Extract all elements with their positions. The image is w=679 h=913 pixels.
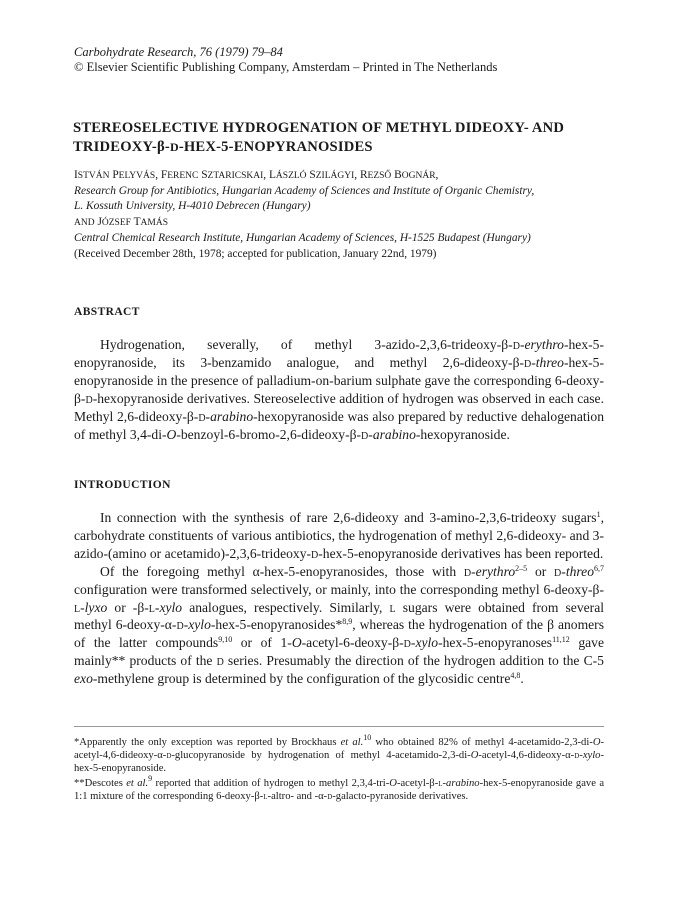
- received-dates: (Received December 28th, 1978; accepted for publication, January 22nd, 1979): [74, 248, 437, 260]
- introduction-heading: INTRODUCTION: [74, 479, 171, 491]
- journal-citation: Carbohydrate Research, 76 (1979) 79–84: [74, 45, 283, 59]
- affiliation-1-line-2: L. Kossuth University, H-4010 Debrecen (Hungary): [74, 200, 311, 212]
- abstract-body: Hydrogenation, severally, of methyl 3-azido-2,3,6-trideoxy-β-d-erythro-hex-5-enopyranoside, its 3-benzamido analogue, and methyl 2,6-dideoxy-β-d-threo-hex-5-enopyranoside in the presence of palladium-on-barium sulphate gave the corresponding 6-deoxy-β-d-hexopyranoside derivatives. Stereoselective addition of hydrogen was observed in each case. Methyl 2,6-dideoxy-β-d-arabino-hexopyranoside was also prepared by reductive dehalogenation of methyl 3,4-di-O-benzoyl-6-bromo-2,6-dideoxy-β-d-arabino-hexopyranoside.: [74, 337, 605, 442]
- footnote-1: *Apparently the only exception was reported by Brockhaus et al.$^{10}$ who obtained 82% of methyl 4-acetamido-2,3-di-O-acetyl-4,6-dideoxy-α-d-glucopyranoside by hydrogenation of methyl 4-acetamido-2,3-di-O-acetyl-4,6-dideoxy-α-d-xylo-hex-5-enopyranoside.: [74, 733, 604, 774]
- footnote-rule: [74, 726, 604, 727]
- footnote-2: **Descotes et al.$^9$ reported that addition of hydrogen to methyl 2,3,4-tri-O-acetyl-β-l-arabino-hex-5-enopyranoside gave a 1:1 mixture of the corresponding 6-deoxy-β-l-altro- and -α-d-galacto-pyranoside derivatives.: [74, 774, 605, 802]
- affiliation-1-line-1: Research Group for Antibiotics, Hungarian Academy of Sciences and Institute of Organic Chemistry,: [74, 185, 535, 197]
- paper-title: [73, 119, 613, 157]
- title-line-2: TRIDEOXY-β-D-HEX-5-ENOPYRANOSIDES: [73, 139, 373, 155]
- affiliation-2: Central Chemical Research Institute, Hungarian Academy of Sciences, H-1525 Budapest (Hungary): [74, 232, 531, 244]
- author-list-2: AND JÓZSEF TAMÁS: [74, 216, 168, 228]
- introduction-body: In connection with the synthesis of rare 2,6-dideoxy and 3-amino-2,3,6-trideoxy sugars$^1$, carbohydrate constituents of various antibiotics, the hydrogenation of methyl 2,6-dideoxy- and 3-azido-(amino or acetamido)-2,3,6-trideoxy-d-hex-5-enopyranoside derivatives has been reported. Of the foregoing methyl α-hex-5-enopyranosides, those with d-erythro$^{2-5}$ or d-threo$^{6,7}$ configuration were transformed selectively, or mainly, into the corresponding methyl 6-deoxy-β-l-lyxo or -β-l-xylo analogues, respectively. Similarly, l sugars were obtained from several methyl 6-deoxy-α-d-xylo-hex-5-enopyranosides*$^{8,9}$, whereas the hydrogenation of the β anomers of the latter compounds$^{9,10}$ or of 1-O-acetyl-6-deoxy-β-d-xylo-hex-5-enopyranoses$^{11,12}$ gave mainly** products of the d series. Presumably the direction of the hydrogen addition to the C-5 exo-methylene group is determined by the configuration of the glycosidic centre$^{4,8}$.: [74, 510, 605, 687]
- author-list-1: ISTVÁN PELYVÁS, FERENC SZTARICSKAI, LÁSZLÓ SZILÁGYI, REZSŐ BOGNÁR,: [74, 169, 439, 181]
- abstract-heading: ABSTRACT: [74, 306, 140, 318]
- title-line-1: STEREOSELECTIVE HYDROGENATION OF METHYL DIDEOXY- AND: [73, 120, 565, 136]
- publisher-line: © Elsevier Scientific Publishing Company, Amsterdam – Printed in The Netherlands: [74, 60, 498, 74]
